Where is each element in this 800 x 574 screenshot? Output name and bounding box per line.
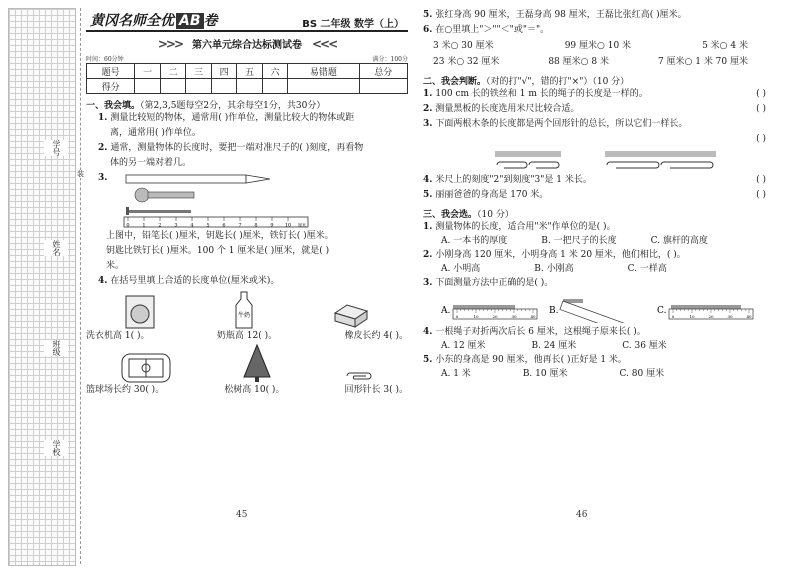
ruler-tick-label: 4 xyxy=(190,222,194,229)
question-3-text-3: 米。 xyxy=(106,261,125,271)
choice-4-options: A. 12 厘米 B. 24 厘米 C. 36 厘米 xyxy=(441,341,667,351)
small-ruler-label: 0 xyxy=(671,314,675,319)
strip-a xyxy=(493,149,563,171)
strip-b xyxy=(603,149,718,171)
svg-text:C.: C. xyxy=(657,306,667,316)
bottle-label: 牛奶 xyxy=(237,312,250,319)
choice-1-options: A. 一本书的厚度 B. 一把尺子的长度 C. 旗杆的高度 xyxy=(441,236,708,246)
score-table: 题号 一 二 三 四 五 六 易错题 总分 得分 xyxy=(86,63,408,94)
ruler-tick-label: 5 xyxy=(206,222,210,229)
brand-logo: 黄冈名师全优 AB 卷 xyxy=(90,13,218,29)
section-2-title: 二、我会判断。（对的打"√"，错的打"×"）（10 分） xyxy=(423,77,630,87)
judge-1: 1. 100 cm 长的铁丝和 1 m 长的绳子的长度是一样的。 ( ) xyxy=(423,89,766,99)
side-field-name: 姓名 xyxy=(44,240,68,256)
small-ruler-label: 10 xyxy=(689,314,695,319)
svg-text:A.: A. xyxy=(441,306,451,316)
question-1: 1. 测量比较短的物体，通常用( )作单位，测量比较大的物体或距 xyxy=(98,113,355,123)
ruler-tick-label: 7 xyxy=(238,222,242,229)
basketball-court-icon xyxy=(121,353,171,383)
chevron-right-icon: >>> xyxy=(157,36,182,51)
choice-5: 5. 小东的身高是 90 厘米，他再长( )正好是 1 米。 xyxy=(423,355,627,365)
q4-row-2: 篮球场长约 30( )。 松树高 10( )。 回形针长 3( )。 xyxy=(86,385,408,395)
small-ruler-label: 20 xyxy=(708,314,714,319)
milk-bottle-icon xyxy=(234,291,254,329)
page-header xyxy=(86,8,408,32)
small-ruler-label: 30 xyxy=(511,314,517,319)
pic-row-2 xyxy=(86,343,408,383)
measure-figures xyxy=(423,291,788,325)
question-6: 6. 在○里填上"＞""＜"或"＝"。 xyxy=(423,25,550,35)
choice-1: 1. 测量物体的长度，适合用"米"作单位的是( )。 xyxy=(423,222,616,232)
left-page xyxy=(86,8,408,397)
small-ruler-label: 20 xyxy=(492,314,498,319)
question-3: 3. 0 1 2 3 4 5 6 7 8 9 10 厘米 xyxy=(86,171,408,229)
small-ruler-label: 40 xyxy=(530,314,536,319)
ruler-figure xyxy=(110,171,310,229)
wood-strips-figure xyxy=(423,147,788,173)
cut-label: 装 xyxy=(77,170,84,178)
choice-3: 3. 下面测量方法中正确的是( )。 xyxy=(423,278,554,288)
time-info: 时间：60分钟 满分：100分 xyxy=(86,56,408,63)
ruler-tick-label: 3 xyxy=(174,222,178,229)
choice-4: 4. 一根绳子对折两次后长 6 厘米，这根绳子原来长( )。 xyxy=(423,327,646,337)
ruler-unit: 厘米 xyxy=(298,222,307,228)
section-1-title: 一、我会填。（第2,3,5题每空2分，其余每空1分，共30分） xyxy=(86,101,326,111)
ruler-tick-label: 1 xyxy=(142,222,146,229)
binding-grid xyxy=(8,8,76,566)
question-3-text-2: 钥匙比铁钉长( )厘米。100 个 1 厘米是( )厘米，就是( ) xyxy=(106,246,330,256)
judge-3: 3. 下面两根木条的长度都是两个回形针的总长，所以它们一样长。 xyxy=(423,119,688,129)
judge-2: 2. 测量黑板的长度选用米尺比较合适。 ( ) xyxy=(423,104,766,114)
measure-a xyxy=(441,293,541,323)
pic-row-1 xyxy=(86,289,408,329)
question-3-text: 上图中，铅笔长( )厘米，钥匙长( )厘米，铁钉长( )厘米。 xyxy=(106,231,334,241)
measure-b xyxy=(549,293,649,323)
side-field-class: 班级 xyxy=(44,340,68,356)
measure-c xyxy=(657,293,757,323)
judge-3-blank: ( ) xyxy=(756,134,766,144)
compare-row-2: 23 米○ 32 厘米 88 厘米○ 8 米 7 厘米○ 1 米 70 厘米 xyxy=(433,57,748,67)
small-ruler-label: 30 xyxy=(727,314,733,319)
page-number-right: 46 xyxy=(576,510,588,520)
small-ruler-label: 10 xyxy=(473,314,479,319)
small-ruler-label: 0 xyxy=(455,314,459,319)
question-1-cont: 离，通常用( )作单位。 xyxy=(110,128,201,138)
ruler-tick-label: 9 xyxy=(270,222,274,229)
ruler-tick-label: 10 xyxy=(285,222,292,229)
svg-text:B.: B. xyxy=(549,306,559,316)
ruler-tick-label: 8 xyxy=(254,222,258,229)
chevron-left-icon: <<< xyxy=(312,36,337,51)
side-field-student-no: 学号 xyxy=(44,140,68,156)
cut-line xyxy=(80,8,81,564)
ruler-tick-label: 0 xyxy=(126,222,130,229)
side-field-school: 学校 xyxy=(44,440,68,456)
section-3-title: 三、我会选。（10 分） xyxy=(423,210,514,220)
question-2: 2. 通常，测量物体的长度时，要把一端对准尺子的( )刻度，再看物 xyxy=(98,143,364,153)
compare-row-1: 3 米○ 30 厘米 99 厘米○ 10 米 5 米○ 4 米 xyxy=(433,41,748,51)
course-label: BS 二年级 数学（上） xyxy=(302,19,404,30)
choice-2-options: A. 小明高 B. 小刚高 C. 一样高 xyxy=(441,264,667,274)
choice-5-options: A. 1 米 B. 10 厘米 C. 80 厘米 xyxy=(441,369,665,379)
eraser-icon xyxy=(333,303,369,329)
right-page xyxy=(423,8,788,381)
pine-tree-icon xyxy=(242,343,272,383)
q4-row-1: 洗衣机高 1( )。 奶瓶高 12( )。 橡皮长约 4( )。 xyxy=(86,331,408,341)
choice-2: 2. 小刚身高 120 厘米，小明身高 1 米 20 厘米，他们相比，( )。 xyxy=(423,250,686,260)
ruler-tick-label: 2 xyxy=(158,222,162,229)
paper-clip-icon xyxy=(343,369,373,383)
question-4: 4. 在括号里填上合适的长度单位(厘米或米)。 xyxy=(98,276,280,286)
question-2-cont: 体的另一端对着几。 xyxy=(110,158,192,168)
judge-4: 4. 米尺上的刻度"2"到刻度"3"是 1 米长。 ( ) xyxy=(423,175,766,185)
ruler-tick-label: 6 xyxy=(222,222,226,229)
small-ruler-label: 40 xyxy=(746,314,752,319)
test-title: >>> 第六单元综合达标测试卷 <<< xyxy=(157,36,337,51)
judge-5: 5. 丽丽爸爸的身高是 170 米。 ( ) xyxy=(423,190,766,200)
question-5: 5. 张红身高 90 厘米，王磊身高 98 厘米，王磊比张红高( )厘米。 xyxy=(423,10,687,20)
washing-machine-icon xyxy=(125,295,155,329)
page-number-left: 45 xyxy=(236,510,248,520)
